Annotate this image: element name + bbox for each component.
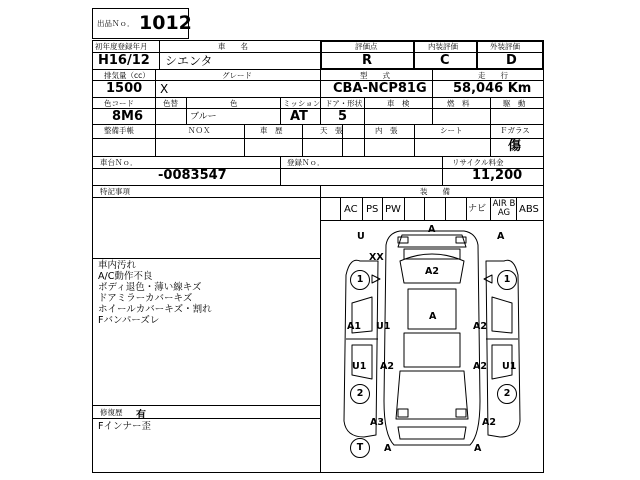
- repair-label: 修復歴: [100, 408, 123, 417]
- col-line: [364, 97, 365, 124]
- row-line: [92, 156, 544, 157]
- score-label: 評価点: [355, 42, 378, 51]
- wheel-front-left: 1: [350, 270, 370, 290]
- drive-label: 駆 動: [503, 99, 526, 108]
- score-divider: [413, 40, 415, 70]
- equip-line: [445, 197, 446, 221]
- col-line: [155, 69, 156, 97]
- equip-navi: ナビ: [468, 204, 487, 214]
- doors-value: 5: [338, 109, 348, 124]
- damage-mark: U1: [502, 361, 517, 372]
- lot-number: 1012: [139, 12, 192, 34]
- col-line: [155, 124, 156, 156]
- equip-line: [340, 197, 341, 221]
- equip-airbag: AIR BAG: [492, 199, 516, 218]
- damage-mark: A2: [425, 266, 439, 277]
- damage-mark: A2: [473, 321, 487, 332]
- interior-label: 内装評価: [428, 42, 458, 51]
- col-line: [244, 124, 245, 156]
- first-reg-label: 初年度登録年月: [95, 42, 148, 51]
- equip-line: [466, 197, 467, 221]
- mileage-value: 58,046 Km: [453, 81, 532, 96]
- damage-mark: U: [357, 231, 365, 242]
- remark-line: ホイールカバーキズ・割れ: [98, 304, 212, 315]
- remark-line: ボディ退色・薄い線キズ: [98, 282, 202, 293]
- col-line: [364, 124, 365, 156]
- color-label: 色: [230, 99, 238, 108]
- damage-mark: A3: [370, 417, 384, 428]
- recycle-label: リサイクル料金: [452, 158, 504, 167]
- damage-mark: A2: [473, 361, 487, 372]
- inspection-label: 車 検: [387, 99, 410, 108]
- chassis-label: 車台Ｎｏ．: [100, 158, 138, 167]
- row-line: [92, 124, 544, 125]
- damage-mark: A: [428, 224, 436, 235]
- damage-mark: A: [429, 311, 437, 322]
- transmission-label: ミッション: [283, 99, 321, 108]
- history-label: 車 歴: [260, 126, 283, 135]
- color-code-value: 8M6: [112, 109, 144, 124]
- row-line: [92, 108, 544, 109]
- wheel-rear-right: 2: [497, 384, 517, 404]
- equip-line: [382, 197, 383, 221]
- exterior-value: D: [506, 53, 517, 68]
- interior-value: C: [440, 53, 450, 68]
- remark-line: ドアミラーカバーキズ: [98, 293, 193, 304]
- row-line: [92, 258, 320, 259]
- grade-value: X: [160, 82, 169, 96]
- damage-mark: XX: [369, 252, 384, 263]
- manual-label: 整備手帳: [104, 126, 134, 135]
- model-value: CBA-NCP81G: [333, 81, 427, 96]
- equip-ps: PS: [366, 204, 379, 215]
- col-line: [159, 40, 160, 69]
- equip-line: [362, 197, 363, 221]
- damage-mark: U1: [352, 361, 367, 372]
- car-name-value: シエンタ: [165, 54, 213, 68]
- rear-hatch: [396, 371, 468, 419]
- score-divider: [476, 40, 478, 70]
- recycle-value: 11,200: [472, 168, 523, 183]
- repair-value: 有: [136, 410, 146, 421]
- col-line: [490, 124, 491, 156]
- nox-label: ＮＯＸ: [188, 126, 211, 135]
- transmission-value: AT: [290, 109, 308, 124]
- equip-pw: PW: [385, 204, 401, 215]
- mileage-label: 走 行: [478, 71, 508, 80]
- damage-mark: A: [474, 443, 482, 454]
- sunroof-label: 天 張: [320, 126, 343, 135]
- model-label: 型 式: [360, 71, 390, 80]
- damage-mark: A2: [380, 361, 394, 372]
- first-reg-value: H16/12: [98, 53, 150, 68]
- lot-number-box: [92, 8, 192, 39]
- col-line: [186, 97, 187, 124]
- col-line: [280, 97, 281, 124]
- chassis-value: -0083547: [158, 168, 227, 183]
- col-line: [432, 69, 433, 97]
- equip-line: [516, 197, 517, 221]
- lot-label: 出品Ｎｏ．: [97, 19, 135, 28]
- rear-window: [404, 333, 460, 367]
- equip-line: [490, 197, 491, 221]
- notes-label: 特記事項: [100, 187, 130, 196]
- repair-line: [92, 418, 320, 419]
- damage-mark: U1: [376, 321, 391, 332]
- row-line: [92, 97, 544, 98]
- col-line: [414, 124, 415, 156]
- wheel-rear-left: 2: [350, 384, 370, 404]
- interior-trim-label: 内 張: [375, 126, 398, 135]
- score-value: R: [362, 53, 373, 68]
- wheel-front-right: 1: [497, 270, 517, 290]
- rear-bumper: [398, 427, 466, 439]
- windshield-label: Ｆガラス: [500, 126, 530, 135]
- damage-mark: A: [497, 231, 505, 242]
- color-value: ブルー: [190, 112, 217, 122]
- col-line: [155, 97, 156, 124]
- remark-line: 車内汚れ: [98, 260, 137, 271]
- color-code-label: 色コード: [104, 99, 134, 108]
- col-line: [280, 156, 281, 185]
- grade-label: グレード: [222, 71, 252, 80]
- seat-label: シート: [440, 126, 463, 135]
- repair-note: Fインナー歪: [98, 421, 151, 432]
- car-name-label: 車 名: [218, 42, 248, 51]
- displacement-value: 1500: [106, 81, 143, 96]
- registration-label: 登録Ｎｏ．: [287, 158, 325, 167]
- row-line: [92, 405, 320, 406]
- equipment-label: 装 備: [420, 187, 450, 196]
- damage-mark: A1: [347, 321, 361, 332]
- equip-line: [404, 197, 405, 221]
- displacement-label: 排気量（cc）: [104, 71, 150, 80]
- row-line: [92, 138, 544, 139]
- equip-line: [424, 197, 425, 221]
- remark-line: A/C動作不良: [98, 271, 153, 282]
- row-line: [92, 185, 544, 186]
- col-line: [442, 156, 443, 185]
- car-diagram: [320, 221, 544, 473]
- col-line: [490, 97, 491, 124]
- roof-panel: [408, 289, 456, 329]
- equip-ac: AC: [344, 204, 358, 215]
- doors-label: ドア・形状: [325, 99, 363, 108]
- windshield-value: 傷: [508, 139, 522, 154]
- fuel-label: 燃 料: [447, 99, 470, 108]
- interior-color-label: 色替: [163, 99, 178, 108]
- col-line: [302, 124, 303, 156]
- exterior-label: 外装評価: [490, 42, 520, 51]
- remark-line: Fバンパーズレ: [98, 315, 160, 326]
- damage-mark: A2: [482, 417, 496, 428]
- spare-tire: T: [350, 438, 370, 458]
- col-line: [432, 97, 433, 124]
- col-line: [320, 69, 321, 97]
- damage-mark: A: [384, 443, 392, 454]
- equip-abs: ABS: [519, 204, 539, 215]
